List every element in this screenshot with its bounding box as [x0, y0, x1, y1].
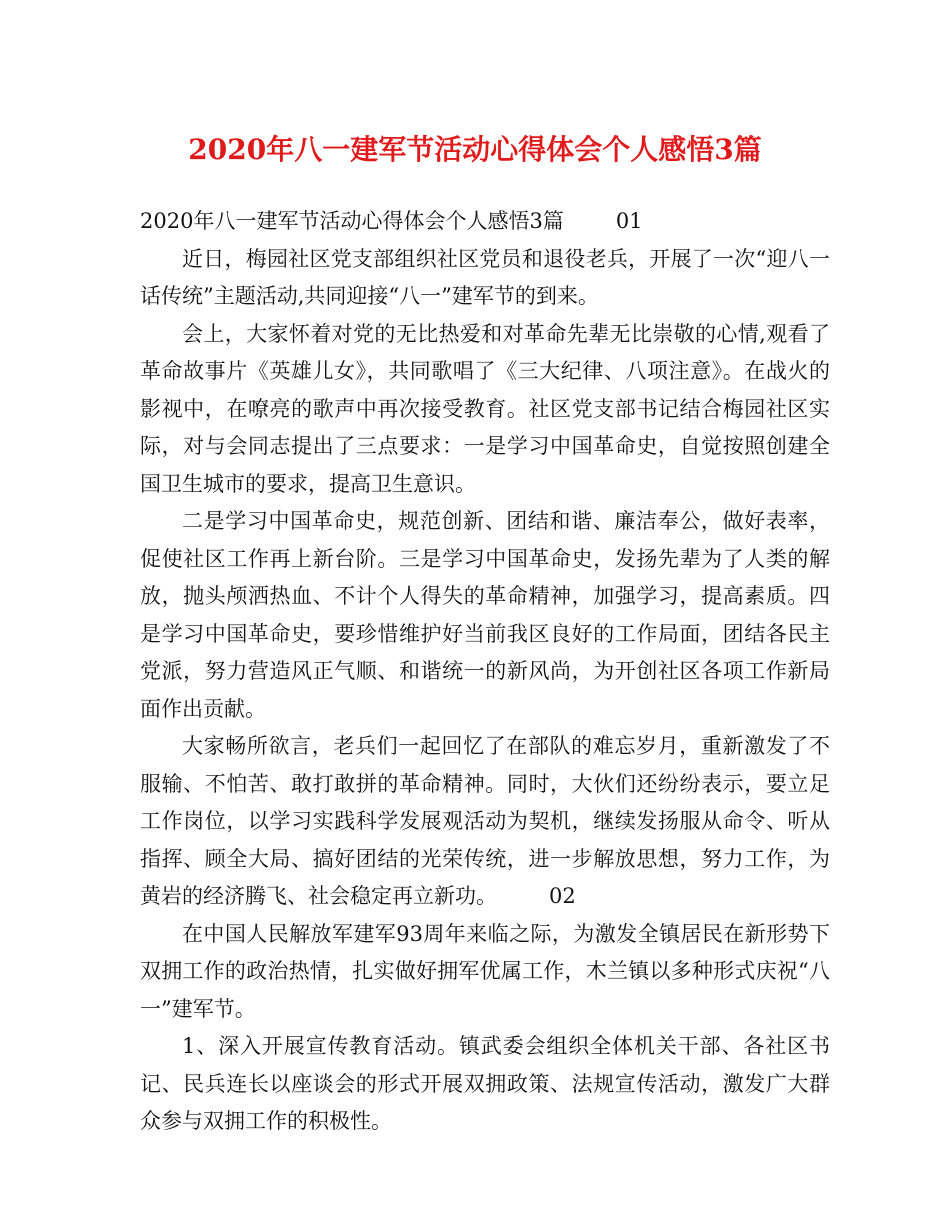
- section-marker-01: 01: [615, 209, 643, 233]
- subheading-text: 2020年八一建军节活动心得体会个人感悟3篇: [140, 209, 564, 233]
- paragraph: 会上，大家怀着对党的无比热爱和对革命先辈无比崇敬的心情,观看了革命故事片《英雄儿女》，共同歌唱了《三大纪律、八项注意》。在战火的影视中，在嘹亮的歌声中再次接受教育。社区党支部书记结合梅园社区实际，对与会同志提出了三点要求：一是学习中国革命史，自觉按照创建全国卫生城市的要求，提高卫生意识。: [140, 321, 830, 496]
- paragraph: 二是学习中国革命史，规范创新、团结和谐、廉洁奉公，做好表率，促使社区工作再上新台阶。三是学习中国革命史，发扬先辈为了人类的解放，抛头颅洒热血、不计个人得失的革命精神，加强学习，提高素质。四是学习中国革命史，要珍惜维护好当前我区良好的工作局面，团结各民主党派，努力营造风正气顺、和谐统一的新风尚，为开创社区各项工作新局面作出贡献。: [140, 509, 830, 721]
- paragraph-text: 大家畅所欲言，老兵们一起回忆了在部队的难忘岁月，重新激发了不服输、不怕苦、敢打敢拼的革命精神。同时，大伙们还纷纷表示，要立足工作岗位，以学习实践科学发展观活动为契机，继续发扬服从命令、听从指挥、顾全大局、搞好团结的光荣传统，进一步解放思想，努力工作，为黄岩的经济腾飞、社会稳定再立新功。: [140, 734, 830, 908]
- paragraph: 在中国人民解放军建军93周年来临之际，为激发全镇居民在新形势下双拥工作的政治热情，扎实做好拥军优属工作，木兰镇以多种形式庆祝“八一”建军节。: [140, 921, 830, 1021]
- section-marker-02: 02: [549, 884, 576, 908]
- section-heading: [140, 203, 830, 241]
- paragraph: 1、深入开展宣传教育活动。镇武委会组织全体机关干部、各社区书记、民兵连长以座谈会的形式开展双拥政策、法规宣传活动，激发广大群众参与双拥工作的积极性。: [140, 1034, 830, 1133]
- paragraph: [140, 728, 830, 916]
- document-title: 2020年八一建军节活动心得体会个人感悟3篇: [188, 133, 762, 166]
- document-body: [140, 203, 830, 1141]
- paragraph: 近日，梅园社区党支部组织社区党员和退役老兵，开展了一次“迎八一话传统”主题活动,共同迎接“八一”建军节的到来。: [140, 246, 830, 308]
